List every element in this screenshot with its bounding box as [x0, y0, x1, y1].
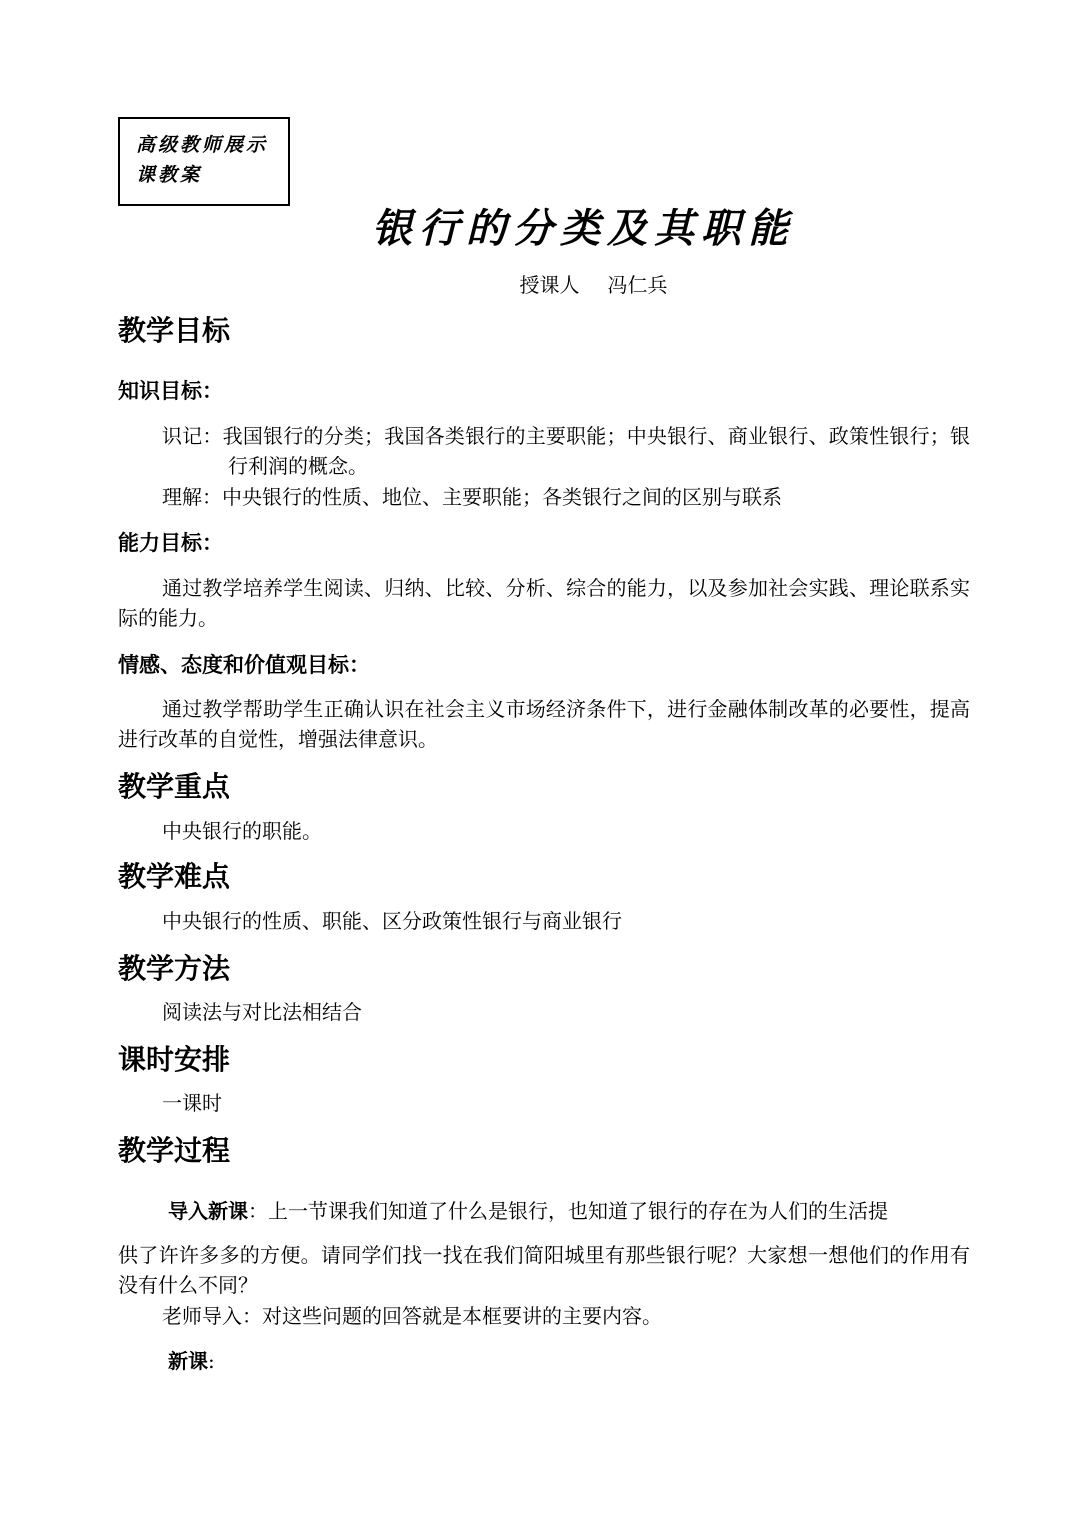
author-line — [0, 271, 1087, 299]
heading-emotion-objectives: 情感、态度和价值观目标： — [118, 653, 370, 677]
heading-objectives: 教学目标 — [118, 314, 231, 347]
new-lesson-line — [168, 1346, 215, 1376]
heading-key-point: 教学重点 — [118, 770, 231, 803]
teacher-intro: 老师导入：对这些问题的回答就是本框要讲的主要内容。 — [162, 1304, 662, 1328]
heading-ability-objectives: 能力目标： — [118, 531, 223, 555]
intro-text: ：上一节课我们知道了什么是银行，也知道了银行的存在为人们的生活提 — [248, 1199, 888, 1223]
emotion-text: 通过教学帮助学生正确认识在社会主义市场经济条件下，进行金融体制改革的必要性，提高进行改革的自觉性，增强法律意识。 — [118, 697, 970, 751]
badge-line-1: 高级教师展示 — [136, 134, 269, 156]
intro-continuation: 供了许许多多的方便。请同学们找一找在我们简阳城里有那些银行呢？大家想一想他们的作用有没有什么不同？ — [118, 1243, 970, 1297]
key-point-text: 中央银行的职能。 — [162, 819, 322, 843]
heading-process: 教学过程 — [118, 1134, 231, 1167]
author-label: 授课人 — [519, 273, 580, 297]
intro-first-line — [168, 1196, 970, 1226]
badge-line-2: 课教案 — [136, 164, 203, 186]
new-lesson-colon: : — [208, 1349, 215, 1373]
page-title: 银行的分类及其职能 — [372, 205, 795, 252]
new-lesson-label: 新课 — [168, 1349, 208, 1373]
heading-method: 教学方法 — [118, 952, 231, 985]
method-text: 阅读法与对比法相结合 — [162, 1000, 362, 1024]
schedule-text: 一课时 — [162, 1091, 222, 1115]
heading-schedule: 课时安排 — [118, 1043, 231, 1076]
author-name: 冯仁兵 — [607, 273, 668, 297]
heading-difficulty: 教学难点 — [118, 860, 231, 893]
knowledge-understand: 理解：中央银行的性质、地位、主要职能；各类银行之间的区别与联系 — [162, 485, 782, 509]
ability-text: 通过教学培养学生阅读、归纳、比较、分析、综合的能力，以及参加社会实践、理论联系实际的能力。 — [118, 576, 970, 630]
intro-label: 导入新课 — [168, 1199, 248, 1223]
difficulty-text: 中央银行的性质、职能、区分政策性银行与商业银行 — [162, 909, 622, 933]
knowledge-recall: 识记：我国银行的分类；我国各类银行的主要职能；中央银行、商业银行、政策性银行；银行利润的概念。 — [162, 424, 970, 478]
heading-knowledge-objectives: 知识目标： — [118, 379, 223, 403]
teacher-badge-box — [118, 117, 290, 206]
